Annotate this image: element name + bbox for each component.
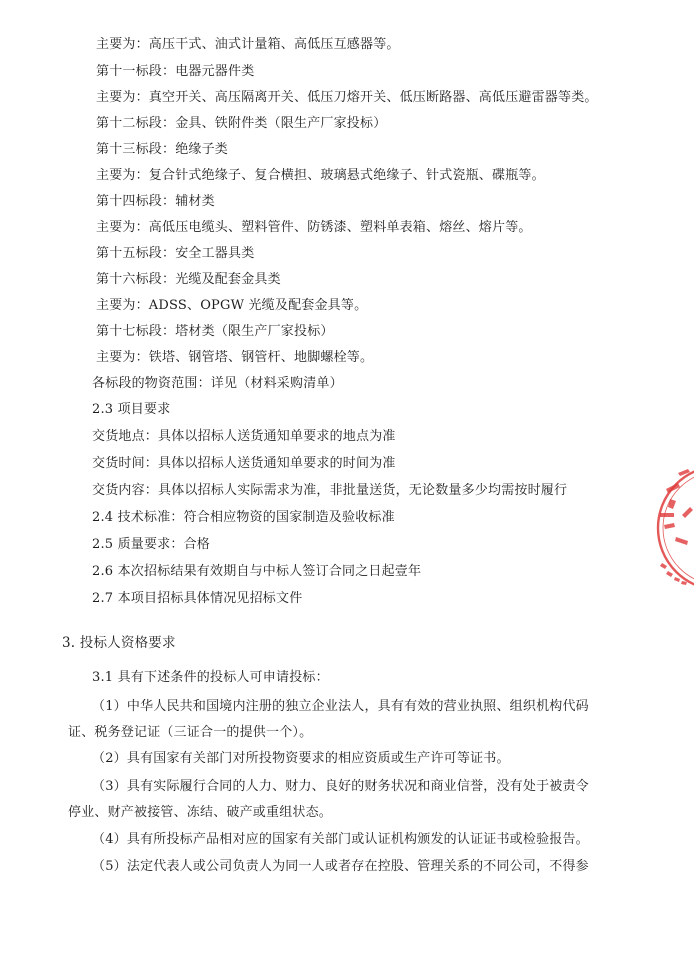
text-line: 2.7 本项目招标具体情况见招标文件 xyxy=(92,591,303,606)
text-line: 第十二标段：金具、铁附件类（限生产厂家投标） xyxy=(96,116,387,131)
text-line: 主要为：高低压电缆头、塑料管件、防锈漆、塑料单表箱、熔丝、熔片等。 xyxy=(96,220,532,235)
text-line: 第十四标段：辅材类 xyxy=(96,194,215,209)
text-line: 第十三标段：绝缘子类 xyxy=(96,142,229,157)
text-line: 主要为：铁塔、钢管塔、钢管杆、地脚螺栓等。 xyxy=(96,350,374,365)
text-line: 2.5 质量要求：合格 xyxy=(92,537,211,552)
text-line: 证、税务登记证（三证合一的提供一个）。 xyxy=(68,725,313,740)
text-line: （2）具有国家有关部门对所投物资要求的相应资质或生产许可等证书。 xyxy=(92,751,510,766)
text-line: 主要为：复合针式绝缘子、复合横担、玻璃悬式绝缘子、针式瓷瓶、碟瓶等。 xyxy=(96,168,545,183)
text-line: 交货地点：具体以招标人送货通知单要求的地点为准 xyxy=(92,429,396,444)
text-line: 第十一标段：电器元器件类 xyxy=(96,64,255,79)
text-line: 主要为：ADSS、OPGW 光缆及配套金具等。 xyxy=(96,298,368,313)
text-line: （3）具有实际履行合同的人力、财力、良好的财务状况和商业信誉，没有处于被责令 xyxy=(92,779,589,794)
text-line: （5）法定代表人或公司负责人为同一人或者存在控股、管理关系的不同公司，不得参 xyxy=(92,859,589,874)
text-line: 第十六标段：光缆及配套金具类 xyxy=(96,272,281,287)
text-line: 第十七标段：塔材类（限生产厂家投标） xyxy=(96,324,334,339)
text-line: 交货时间：具体以招标人送货通知单要求的时间为准 xyxy=(92,456,396,471)
text-line: 第十五标段：安全工器具类 xyxy=(96,246,255,261)
text-line: 2.4 技术标准：符合相应物资的国家制造及验收标准 xyxy=(92,510,395,525)
seal-stamp xyxy=(648,455,694,601)
text-line: 2.6 本次招标结果有效期自与中标人签订合同之日起壹年 xyxy=(92,564,422,579)
section-heading: 2.3 项目要求 xyxy=(92,402,171,417)
text-line: 各标段的物资范围：详见（材料采购清单） xyxy=(92,376,343,391)
text-line: （1）中华人民共和国境内注册的独立企业法人，具有有效的营业执照、组织机构代码 xyxy=(92,699,589,714)
text-line: 交货内容：具体以招标人实际需求为准，非批量送货，无论数量多少均需按时履行 xyxy=(92,483,568,498)
text-line: 3.1 具有下述条件的投标人可申请投标： xyxy=(92,670,329,685)
text-line: 主要为：高压干式、油式计量箱、高低压互感器等。 xyxy=(96,37,400,52)
section-heading: 3. 投标人资格要求 xyxy=(62,635,176,651)
text-line: 主要为：真空开关、高压隔离开关、低压刀熔开关、低压断路器、高低压避雷器等类。 xyxy=(96,90,598,105)
text-line: （4）具有所投标产品相对应的国家有关部门或认证机构颁发的认证证书或检验报告。 xyxy=(92,832,589,847)
text-line: 停业、财产被接管、冻结、破产或重组状态。 xyxy=(68,805,333,820)
